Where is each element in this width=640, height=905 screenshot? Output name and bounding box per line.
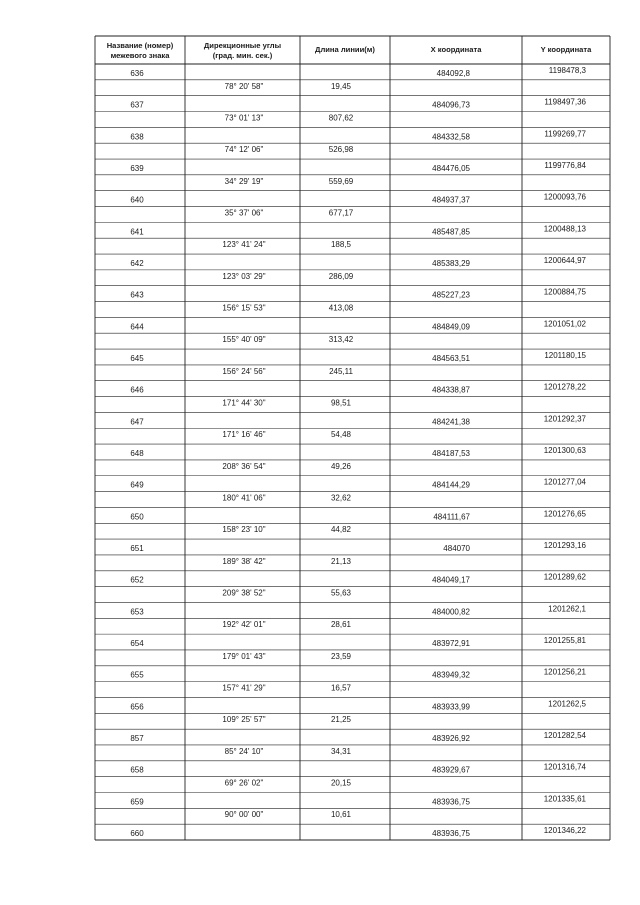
point-y-coordinate: 1201051,02 bbox=[543, 319, 586, 329]
point-name: 652 bbox=[130, 575, 144, 585]
point-x-coordinate: 484563,51 bbox=[432, 353, 470, 363]
point-x-coordinate: 483933,99 bbox=[432, 702, 470, 712]
segment-angle: 69° 26' 02" bbox=[224, 778, 264, 788]
point-x-coordinate: 485383,29 bbox=[432, 258, 470, 268]
segment-angle: 74° 12' 06" bbox=[224, 145, 264, 155]
point-y-coordinate: 1201282,54 bbox=[543, 731, 586, 741]
segment-length: 188,5 bbox=[330, 240, 352, 250]
segment-length: 677,17 bbox=[328, 208, 354, 218]
segment-angle: 156° 24' 56" bbox=[222, 366, 266, 376]
segment-angle: 192° 42' 01" bbox=[222, 620, 266, 630]
segment-length: 245,11 bbox=[329, 366, 353, 376]
segment-angle: 156° 15' 53" bbox=[222, 303, 266, 313]
segment-length: 44,82 bbox=[330, 525, 352, 535]
segment-length: 28,61 bbox=[330, 620, 352, 630]
point-name: 639 bbox=[130, 163, 144, 173]
segment-angle: 109° 25' 57" bbox=[222, 715, 266, 725]
point-name: 647 bbox=[130, 417, 144, 427]
point-y-coordinate: 1201278,22 bbox=[543, 382, 586, 392]
point-x-coordinate: 484241,38 bbox=[432, 417, 470, 427]
point-x-coordinate: 484000,82 bbox=[432, 607, 470, 617]
segment-length: 413,08 bbox=[328, 303, 354, 313]
point-name: 656 bbox=[130, 702, 144, 712]
point-x-coordinate: 484096,73 bbox=[432, 100, 470, 110]
point-name: 660 bbox=[130, 829, 144, 839]
point-y-coordinate: 1200488,13 bbox=[543, 224, 586, 234]
segment-length: 49,26 bbox=[330, 461, 352, 471]
point-y-coordinate: 1201292,37 bbox=[543, 414, 586, 424]
segment-length: 55,63 bbox=[330, 588, 352, 598]
point-y-coordinate: 1200644,97 bbox=[543, 255, 586, 265]
point-x-coordinate: 484937,37 bbox=[432, 195, 470, 205]
segment-length: 807,62 bbox=[328, 113, 354, 123]
point-y-coordinate: 1201276,65 bbox=[543, 509, 586, 519]
segment-angle: 157° 41' 29" bbox=[222, 683, 266, 693]
segment-length: 21,25 bbox=[330, 715, 352, 725]
point-y-coordinate: 1199776,84 bbox=[544, 160, 586, 170]
segment-angle: 123° 41' 24" bbox=[222, 240, 266, 250]
point-name: 642 bbox=[130, 258, 144, 268]
segment-length: 286,09 bbox=[328, 271, 354, 281]
point-y-coordinate: 1200884,75 bbox=[543, 287, 586, 297]
point-x-coordinate: 483936,75 bbox=[432, 829, 470, 839]
point-name: 653 bbox=[130, 607, 144, 617]
point-x-coordinate: 483949,32 bbox=[432, 670, 470, 680]
point-y-coordinate: 1198478,3 bbox=[548, 65, 586, 75]
point-name: 655 bbox=[130, 670, 144, 680]
point-y-coordinate: 1201346,22 bbox=[543, 826, 586, 836]
header-length: Длина линии(м) bbox=[315, 45, 375, 54]
point-y-coordinate: 1201316,74 bbox=[543, 762, 586, 772]
point-y-coordinate: 1198497,36 bbox=[544, 97, 586, 107]
segment-angle: 180° 41' 06" bbox=[222, 493, 266, 503]
point-y-coordinate: 1201256,21 bbox=[543, 667, 586, 677]
point-y-coordinate: 1201335,61 bbox=[543, 794, 586, 804]
point-x-coordinate: 485487,85 bbox=[432, 227, 470, 237]
point-name: 650 bbox=[130, 512, 144, 522]
point-x-coordinate: 484338,87 bbox=[432, 385, 470, 395]
segment-angle: 85° 24' 10" bbox=[224, 746, 264, 756]
segment-length: 21,13 bbox=[330, 556, 352, 566]
point-x-coordinate: 484849,09 bbox=[432, 322, 470, 332]
segment-length: 32,62 bbox=[330, 493, 352, 503]
point-y-coordinate: 1201289,62 bbox=[543, 572, 586, 582]
segment-angle: 90° 00' 00" bbox=[224, 810, 264, 820]
segment-angle: 155° 40' 09" bbox=[222, 335, 266, 345]
segment-length: 313,42 bbox=[328, 335, 354, 345]
segment-length: 98,51 bbox=[330, 398, 352, 408]
point-x-coordinate: 483972,91 bbox=[432, 639, 470, 649]
point-x-coordinate: 484144,29 bbox=[432, 480, 470, 490]
point-name: 641 bbox=[130, 227, 144, 237]
point-x-coordinate: 483936,75 bbox=[432, 797, 470, 807]
point-name: 649 bbox=[130, 480, 144, 490]
segment-angle: 123° 03' 29" bbox=[222, 271, 266, 281]
segment-angle: 209° 38' 52" bbox=[222, 588, 266, 598]
point-name: 648 bbox=[130, 449, 144, 458]
point-name: 638 bbox=[130, 132, 144, 142]
point-name: 637 bbox=[130, 100, 144, 110]
point-y-coordinate: 1201262,1 bbox=[548, 604, 586, 614]
segment-length: 20,15 bbox=[330, 778, 352, 788]
point-name: 643 bbox=[130, 290, 144, 300]
segment-angle: 35° 37' 06" bbox=[224, 208, 264, 218]
point-y-coordinate: 1199269,77 bbox=[544, 129, 586, 139]
point-x-coordinate: 484049,17 bbox=[432, 575, 470, 585]
point-x-coordinate: 484476,05 bbox=[432, 163, 470, 173]
point-x-coordinate: 484111,67 bbox=[433, 512, 470, 522]
point-x-coordinate: 484092,8 bbox=[436, 68, 470, 78]
point-y-coordinate: 1201262,5 bbox=[548, 699, 586, 709]
segment-length: 16,57 bbox=[330, 683, 352, 693]
point-name: 640 bbox=[130, 195, 144, 205]
segment-length: 23,59 bbox=[330, 651, 352, 661]
segment-angle: 171° 16' 46" bbox=[222, 430, 266, 440]
header-name: Название (номер) межевого знака bbox=[106, 41, 174, 60]
segment-length: 559,69 bbox=[328, 176, 354, 186]
segment-length: 54,48 bbox=[330, 430, 352, 440]
segment-angle: 171° 44' 30" bbox=[222, 398, 266, 408]
point-name: 659 bbox=[130, 797, 144, 807]
point-name: 646 bbox=[130, 385, 144, 395]
point-x-coordinate: 484070 bbox=[443, 544, 470, 554]
point-y-coordinate: 1201180,15 bbox=[544, 350, 586, 360]
point-x-coordinate: 483926,92 bbox=[432, 734, 470, 744]
segment-angle: 189° 38' 42" bbox=[222, 556, 266, 566]
point-name: 644 bbox=[130, 322, 144, 332]
segment-angle: 179° 01' 43" bbox=[222, 651, 266, 661]
segment-length: 526,98 bbox=[328, 145, 354, 155]
point-x-coordinate: 483929,67 bbox=[432, 765, 470, 775]
point-name: 654 bbox=[130, 639, 144, 649]
point-y-coordinate: 1201300,63 bbox=[543, 446, 586, 455]
point-y-coordinate: 1201293,16 bbox=[543, 541, 586, 551]
point-x-coordinate: 484187,53 bbox=[432, 449, 470, 458]
point-y-coordinate: 1201277,04 bbox=[543, 477, 586, 487]
point-name: 658 bbox=[130, 765, 144, 775]
header-y: Y координата bbox=[540, 45, 592, 54]
segment-angle: 73° 01' 13" bbox=[224, 113, 264, 123]
segment-angle: 34° 29' 19" bbox=[224, 176, 264, 186]
point-y-coordinate: 1200093,76 bbox=[543, 192, 586, 202]
point-x-coordinate: 485227,23 bbox=[432, 290, 470, 300]
segment-angle: 208° 36' 54" bbox=[222, 461, 266, 471]
header-angle: Дирекционные углы (град. мин. сек.) bbox=[203, 41, 282, 60]
segment-length: 10,61 bbox=[330, 810, 352, 820]
point-name: 651 bbox=[130, 544, 144, 554]
segment-length: 19,45 bbox=[330, 81, 352, 91]
point-name: 645 bbox=[130, 353, 144, 363]
point-name: 636 bbox=[130, 68, 144, 78]
segment-length: 34,31 bbox=[330, 746, 352, 756]
point-name: 857 bbox=[130, 734, 144, 744]
point-x-coordinate: 484332,58 bbox=[432, 132, 470, 142]
point-y-coordinate: 1201255,81 bbox=[543, 636, 586, 646]
segment-angle: 78° 20' 58" bbox=[224, 81, 264, 91]
segment-angle: 158° 23' 10" bbox=[222, 525, 266, 535]
header-x: X координата bbox=[430, 45, 482, 54]
